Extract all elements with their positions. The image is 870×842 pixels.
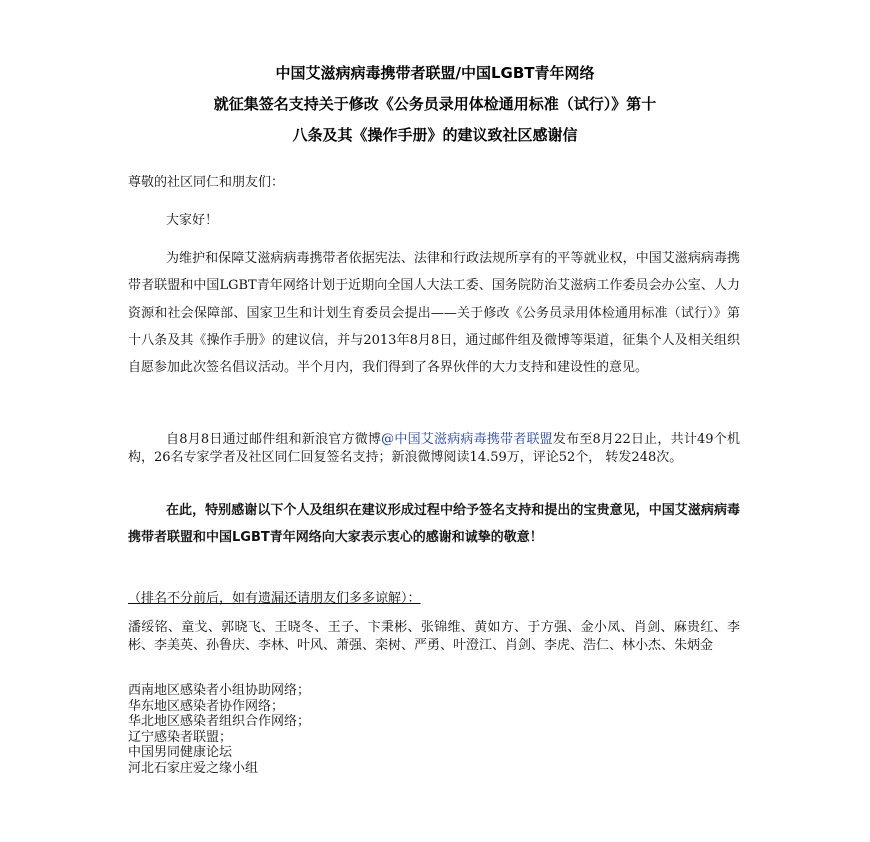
organization-item: 河北石家庄爱之缘小组 xyxy=(128,760,259,776)
greeting: 大家好！ xyxy=(166,213,219,228)
paragraph-statistics xyxy=(128,431,740,467)
document-title-line-3: 八条及其《操作手册》的建议致社区感谢信 xyxy=(292,126,578,144)
organization-item: 辽宁感染者联盟； xyxy=(128,729,233,745)
salutation: 尊敬的社区同仁和朋友们： xyxy=(128,175,285,190)
paragraph-background: 为维护和保障艾滋病病毒携带者依据宪法、法律和行政法规所享有的平等就业权，中国艾滋病病毒携带者联盟和中国LGBT青年网络计划于近期向全国人大法工委、国务院防治艾滋病工作委员会办公室、人力资源和社会保障部、国家卫生和计划生育委员会提出——关于修改《公务员录用体检通用标准（试行）》第十八条及其《操作手册》的建议信，并与2013年8月8日，通过邮件组及微博等渠道，征集个人及相关组织自愿参加此次签名倡议活动。半个月内，我们得到了各界伙伴的大力支持和建设性的意见。 xyxy=(128,251,740,376)
weibo-account-link[interactable]: @中国艾滋病病毒携带者联盟 xyxy=(381,432,553,447)
thanks-paragraph: 在此，特别感谢以下个人及组织在建议形成过程中给予签名支持和提出的宝贵意见，中国艾滋病病毒携带者联盟和中国LGBT青年网络向大家表示衷心的感谢和诚挚的敬意！ xyxy=(128,503,740,546)
document-title-line-2: 就征集签名支持关于修改《公务员录用体检通用标准（试行）》第十 xyxy=(213,95,657,113)
organization-item: 西南地区感染者小组协助网络； xyxy=(128,683,311,698)
organization-list xyxy=(128,683,310,776)
ranking-note: （排名不分前后，如有遗漏还请朋友们多多谅解）： xyxy=(128,591,421,606)
organization-item: 华东地区感染者协作网络； xyxy=(128,698,285,714)
organization-item: 中国男同健康论坛 xyxy=(128,745,233,760)
organization-item: 华北地区感染者组织合作网络； xyxy=(128,714,311,729)
paragraph-statistics-tail: 发布至8月22日止，共计49个机构，26名专家学者及社区同仁回复签名支持；新浪微博阅读14.59万，评论52个， 转发248次。 xyxy=(128,432,740,465)
document-title-line-1: 中国艾滋病病毒携带者联盟/中国LGBT青年网络 xyxy=(275,64,595,82)
supporter-names: 潘绥铭、童戈、郭晓飞、王晓冬、王子、卞秉彬、张锦维、黄如方、于方强、金小凤、肖剑、麻贵红、李彬、李美英、孙鲁庆、李林、叶风、萧强、栾树、严勇、叶澄江、肖剑、李虎、浩仁、林小杰、朱炳金 xyxy=(128,620,740,653)
paragraph-statistics-lead: 自8月8日通过邮件组和新浪官方微博 xyxy=(166,432,382,447)
